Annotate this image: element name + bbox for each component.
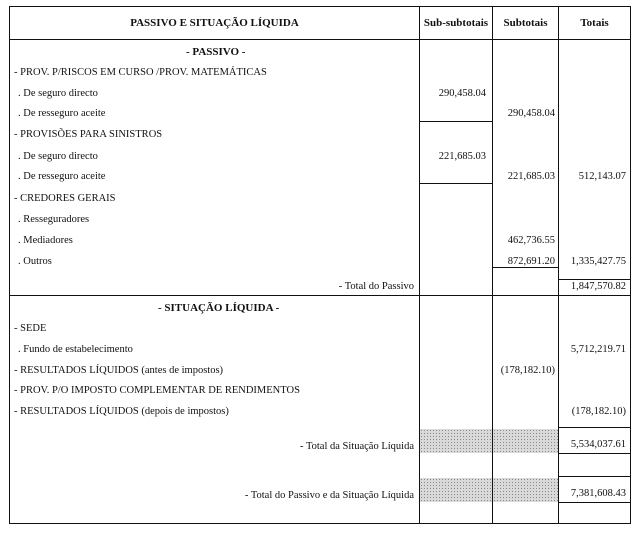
total-value: (178,182.10)	[571, 406, 626, 417]
row-label: - CREDORES GERAIS	[14, 193, 116, 204]
total-underline	[559, 427, 630, 428]
total-underline	[559, 295, 630, 296]
row-label: - SEDE	[14, 323, 47, 334]
subtotal-value: (178,182.10)	[500, 365, 555, 376]
subtotal-value: 221,685.03	[507, 171, 555, 182]
total-situacao-label: - Total da Situação Líquida	[300, 441, 414, 452]
section-title-passivo: - PASSIVO -	[186, 46, 246, 58]
total-underline	[559, 476, 630, 477]
header-divider	[10, 39, 630, 40]
total-value: 1,335,427.75	[570, 256, 626, 267]
shaded-cell	[493, 429, 558, 453]
row-label: . De resseguro aceite	[18, 171, 106, 182]
column-header-subtotais: Subtotais	[503, 17, 548, 29]
shaded-cell	[493, 478, 558, 502]
subtotal-value: 462,736.55	[507, 235, 555, 246]
row-label: . De seguro directo	[18, 88, 98, 99]
total-situacao-value: 5,534,037.61	[570, 439, 626, 450]
row-divider	[10, 295, 630, 296]
row-label: - PROVISÕES PARA SINISTROS	[14, 129, 163, 140]
total-value: 5,712,219.71	[570, 344, 626, 355]
total-passivo-value: 1,847,570.82	[570, 281, 626, 292]
row-divider	[419, 121, 492, 122]
row-label: . Fundo de estabelecimento	[18, 344, 133, 355]
row-label: . Resseguradores	[18, 214, 90, 225]
table-title: PASSIVO E SITUAÇÃO LÍQUIDA	[130, 17, 299, 29]
shaded-cell	[420, 478, 492, 502]
column-divider	[558, 7, 559, 523]
subtotal-value: 290,458.04	[507, 108, 555, 119]
row-divider	[419, 183, 492, 184]
subsubtotal-value: 290,458.04	[438, 88, 486, 99]
balance-sheet-table	[9, 6, 631, 524]
total-passivo-label: - Total do Passivo	[338, 281, 414, 292]
row-label: . Outros	[18, 256, 52, 267]
total-underline	[559, 502, 630, 503]
total-value: 512,143.07	[578, 171, 626, 182]
column-header-subsubtotais: Sub-subtotais	[423, 17, 489, 29]
subsubtotal-value: 221,685.03	[438, 151, 486, 162]
total-underline	[559, 279, 630, 280]
row-label: - PROV. P/RISCOS EM CURSO /PROV. MATEMÁTICAS	[14, 67, 267, 78]
row-label: . De seguro directo	[18, 151, 98, 162]
row-label: - RESULTADOS LÍQUIDOS (antes de impostos)	[14, 365, 224, 376]
total-geral-value: 7,381,608.43	[570, 488, 626, 499]
row-label: - PROV. P/O IMPOSTO COMPLEMENTAR DE RENDIMENTOS	[14, 385, 300, 396]
row-label: . Mediadores	[18, 235, 73, 246]
section-title-situacao-liquida: - SITUAÇÃO LÍQUIDA -	[158, 302, 280, 314]
subtotal-value: 872,691.20	[507, 256, 555, 267]
total-geral-label: - Total do Passivo e da Situação Líquida	[244, 490, 414, 501]
column-header-totais: Totais	[580, 17, 609, 29]
row-label: - RESULTADOS LÍQUIDOS (depois de impostos)	[14, 406, 229, 417]
row-label: . De resseguro aceite	[18, 108, 106, 119]
shaded-cell	[420, 429, 492, 453]
total-underline	[559, 453, 630, 454]
